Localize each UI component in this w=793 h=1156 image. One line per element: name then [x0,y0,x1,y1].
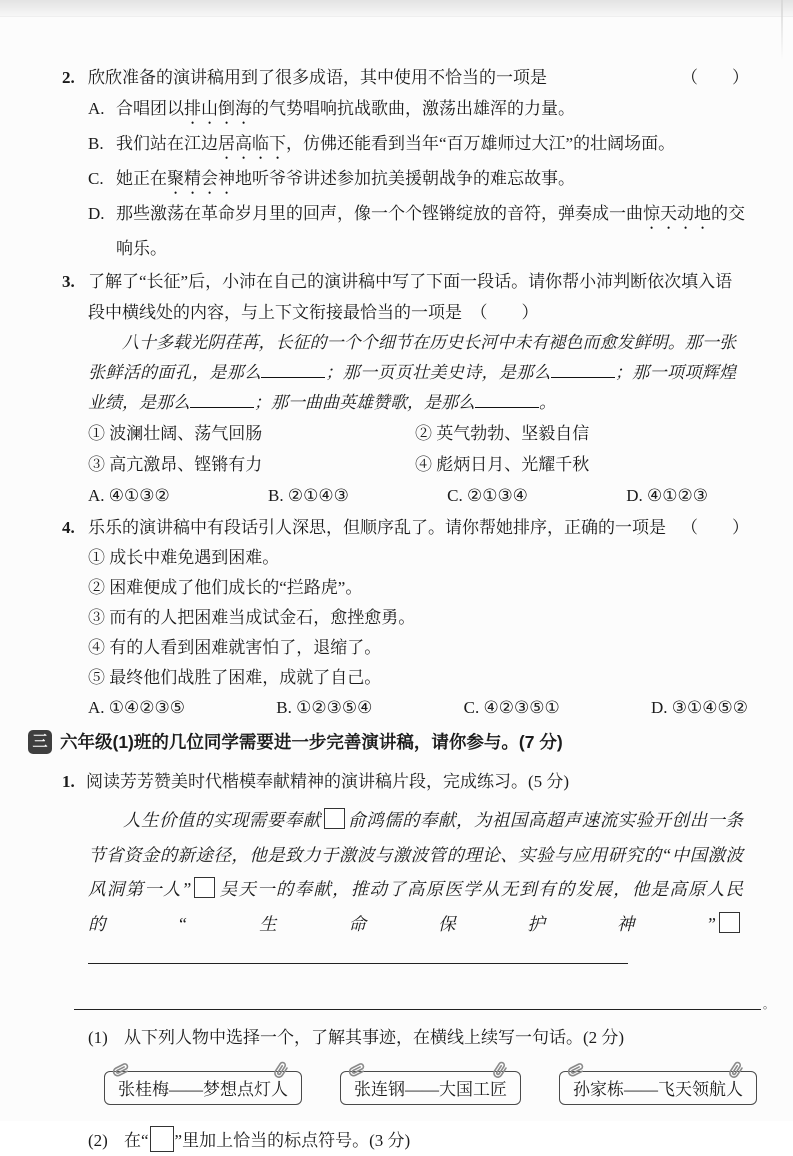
question-2-stem: 欣欣准备的演讲稿用到了很多成语，其中使用不恰当的一项是 [88,68,547,87]
choice-2: ② 英气勃勃、坚毅自信 [415,424,590,443]
sub-question-text: 阅读芳芳赞美时代楷模奉献精神的演讲稿片段，完成练习。(5 分) [86,772,570,791]
option-label: C. [88,169,104,188]
question-2-option-d[interactable] [88,198,749,264]
question-4-answer-bracket[interactable]: （ ） [681,518,749,537]
speech-excerpt: 人生价值的实现需要奉献 俞鸿儒的奉献，为祖国高超声速流实验开创出一条节省资金的新途径，他是致力于激波与激波管的理论、实验与应用研究的“中国激波风洞第一人” 吴天一的奉献，推动了高原医学从无到有的发展，他是高原人民的“生命保护神” [88,803,743,976]
question-3-answers [88,480,708,511]
question-2-option-a[interactable] [88,93,749,128]
answer-option-b[interactable]: B. ②①④③ [268,486,349,505]
answer-option-d[interactable]: D. ④①②③ [626,486,708,505]
question-2-option-b[interactable] [88,128,749,163]
section-three-title: 六年级(1)班的几位同学需要进一步完善演讲稿，请你参与。(7 分) [60,732,563,752]
question-3-number: 3. [62,272,75,291]
sub-question-2-number: (2) [88,1130,108,1150]
question-2-answer-bracket[interactable]: （ ） [681,68,749,87]
fill-blank-4[interactable] [475,405,539,408]
punctuation-box-2[interactable] [194,877,215,898]
answer-option-a[interactable]: A. ④①③② [88,486,170,505]
scan-shadow-right [781,0,783,60]
question-3-stem: 了解了“长征”后，小沛在自己的演讲稿中写了下面一段话。请你帮小沛判断依次填入语段中横线处的内容，与上下文衔接最恰当的一项是 （ ） [88,272,733,322]
paperclip-icon [271,1057,291,1082]
answer-option-a[interactable]: A. ①④②③⑤ [88,698,185,717]
option-label: A. [88,99,105,118]
question-3-answer-bracket[interactable]: （ ） [479,303,539,322]
write-on-line[interactable] [74,1008,761,1010]
choice-1: ① 波澜壮阔、荡气回肠 [88,424,263,443]
question-3-passage: 八十多载光阴荏苒，长征的一个个细节在历史长河中未有褪色而愈发鲜明。那一张张鲜活的面孔，是那么 ；那一页页壮美史诗，是那么 ；那一项项辉煌业绩，是那么 ；那一曲曲英雄赞歌，是那么 。 [88,333,737,412]
name-card-zhangguimei[interactable] [104,1071,302,1105]
sentence-item-5: ⑤ 最终他们战胜了困难，成就了自己。 [88,668,382,687]
question-2-number: 2. [62,68,75,87]
name-card-zhangliangang[interactable] [340,1071,521,1105]
punctuation-box-sample [150,1126,174,1152]
name-card-sunjiadong[interactable] [559,1071,757,1105]
sentence-item-2: ② 困难便成了他们成长的“拦路虎”。 [88,578,363,597]
answer-option-c[interactable]: C. ②①③④ [447,486,528,505]
question-4-stem: 乐乐的演讲稿中有段话引人深思，但顺序乱了。请你帮她排序，正确的一项是 [88,518,666,537]
line-end-period: 。 [763,998,774,1011]
fill-blank-2[interactable] [551,375,615,378]
person-cards [104,1071,749,1105]
answer-option-c[interactable]: C. ④②③⑤① [463,698,560,717]
punctuation-box-1[interactable] [324,808,345,829]
section-three-question-1 [62,766,749,797]
sub-question-1 [88,1022,749,1053]
emphasized-idiom: 聚精会神 [167,169,235,188]
emphasized-idiom: 排山倒海 [184,99,252,118]
option-label: D. [88,204,105,223]
continuation-line-2[interactable] [74,992,774,1010]
card-label: 张桂梅——梦想点灯人 [118,1079,288,1099]
paperclip-icon [490,1057,510,1082]
sentence-item-1: ① 成长中难免遇到困难。 [88,548,280,567]
sub-question-1-number: (1) [88,1027,108,1047]
fill-blank-3[interactable] [190,405,254,408]
sub-question-2-text: 在“ ”里加上恰当的标点符号。(3 分) [124,1125,410,1156]
sentence-item-3: ③ 而有的人把困难当成试金石，愈挫愈勇。 [88,608,416,627]
answer-option-b[interactable]: B. ①②③⑤④ [276,698,373,717]
sub-question-number: 1. [62,772,75,791]
question-2 [62,62,749,264]
option-text: 她正在聚精会神地听爷爷讲述参加抗美援朝战争的难忘故事。 [116,169,575,188]
question-2-option-c[interactable] [88,163,749,198]
question-4-number: 4. [62,518,75,537]
card-label: 孙家栋——飞天领航人 [573,1079,743,1099]
sub-question-2 [88,1125,749,1156]
question-3 [62,266,749,511]
question-4 [62,513,749,723]
section-three-icon: 三 [28,730,52,754]
continuation-line-1[interactable] [88,961,628,964]
emphasized-idiom: 惊天动地 [643,204,711,223]
option-text: 我们站在江边居高临下，仿佛还能看到当年“百万雄师过大江”的壮阔场面。 [116,134,676,153]
punctuation-box-3[interactable] [719,912,740,933]
card-label: 张连钢——大国工匠 [354,1079,507,1099]
sentence-item-4: ④ 有的人看到困难就害怕了，退缩了。 [88,638,382,657]
emphasized-idiom: 居高临下 [218,134,286,153]
choice-4: ④ 彪炳日月、光耀千秋 [415,455,590,474]
option-text: 合唱团以排山倒海的气势唱响抗战歌曲，激荡出雄浑的力量。 [116,99,575,118]
fill-blank-1[interactable] [261,375,325,378]
choice-3: ③ 高亢激昂、铿锵有力 [88,455,263,474]
question-3-choices [88,418,749,480]
option-label: B. [88,134,104,153]
answer-option-d[interactable]: D. ③①④⑤② [651,698,748,717]
section-three-header [28,727,749,757]
paperclip-icon [726,1057,746,1082]
question-4-answers [88,693,748,723]
sub-question-1-text: 从下列人物中选择一个，了解其事迹，在横线上续写一句话。(2 分) [124,1027,625,1047]
scan-shadow-top [0,0,793,17]
option-text: 那些激荡在革命岁月里的回声，像一个个铿锵绽放的音符，弹奏成一曲惊天动地的交响乐。 [116,204,745,258]
